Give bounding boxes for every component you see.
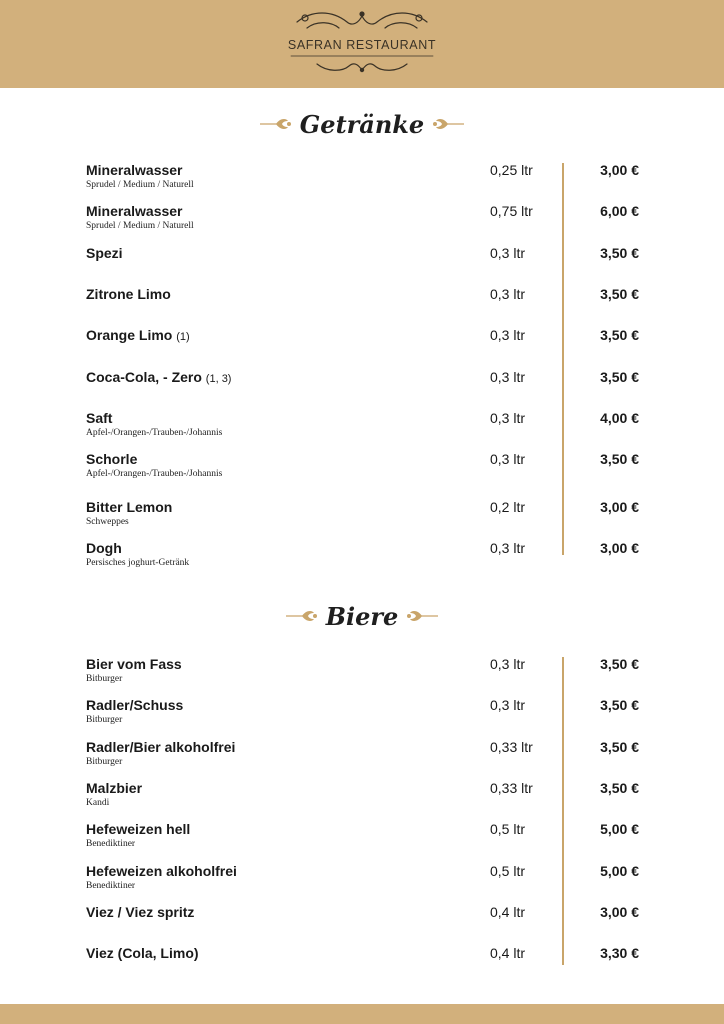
- item-volume: 0,4 ltr: [490, 904, 526, 920]
- item-price: 6,00 €: [600, 203, 639, 219]
- menu-item: [0, 162, 724, 202]
- item-volume: 0,3 ltr: [490, 410, 526, 426]
- item-volume: 0,33 ltr: [490, 739, 533, 755]
- section-title-biere: [0, 600, 724, 631]
- item-allergen-note: (1, 3): [205, 373, 232, 385]
- menu-item: [0, 499, 724, 539]
- item-name: Zitrone Limo: [86, 286, 171, 302]
- item-desc: Bitburger: [86, 757, 123, 767]
- menu-item: [0, 697, 724, 737]
- section-title-getraenke: [0, 108, 724, 139]
- fleuron-right-icon: [432, 117, 466, 131]
- item-volume: 0,33 ltr: [490, 780, 533, 796]
- item-volume: 0,3 ltr: [490, 369, 526, 385]
- item-name: Mineralwasser: [86, 162, 183, 178]
- fleuron-left-icon: [284, 609, 318, 623]
- menu-item: [0, 369, 724, 409]
- fleuron-left-icon: [258, 117, 292, 131]
- menu-item: [0, 203, 724, 243]
- item-volume: 0,75 ltr: [490, 203, 533, 219]
- restaurant-name: SAFRAN RESTAURANT: [287, 38, 437, 52]
- menu-item: [0, 821, 724, 861]
- item-price: 3,50 €: [600, 245, 639, 261]
- item-desc: Benediktiner: [86, 839, 136, 849]
- item-price: 5,00 €: [600, 821, 639, 837]
- item-volume: 0,3 ltr: [490, 540, 526, 556]
- item-price: 4,00 €: [600, 410, 639, 426]
- menu-item: [0, 904, 724, 944]
- item-name: Schorle: [86, 451, 138, 467]
- item-desc: Schweppes: [86, 517, 129, 527]
- restaurant-logo: [287, 8, 437, 78]
- item-name: Malzbier: [86, 780, 143, 796]
- menu-item: [0, 656, 724, 696]
- menu-item: [0, 863, 724, 903]
- item-name: Mineralwasser: [86, 203, 183, 219]
- item-name: Hefeweizen hell: [86, 821, 191, 837]
- item-name: Viez / Viez spritz: [86, 904, 195, 920]
- menu-item: [0, 945, 724, 985]
- item-desc: Benediktiner: [86, 881, 136, 891]
- item-price: 3,00 €: [600, 540, 639, 556]
- item-name: Radler/Bier alkoholfrei: [86, 739, 236, 755]
- menu-item: [0, 739, 724, 779]
- item-price: 3,50 €: [600, 780, 639, 796]
- section-title-text: Getränke: [299, 109, 425, 139]
- item-desc: Bitburger: [86, 715, 123, 725]
- item-price: 3,50 €: [600, 451, 639, 467]
- menu-item: [0, 327, 724, 367]
- item-desc: Sprudel / Medium / Naturell: [86, 221, 194, 231]
- item-volume: 0,5 ltr: [490, 821, 526, 837]
- item-price: 3,50 €: [600, 697, 639, 713]
- item-volume: 0,3 ltr: [490, 656, 526, 672]
- item-desc: Kandi: [86, 798, 110, 808]
- menu-item: [0, 245, 724, 285]
- footer-band: [0, 1004, 724, 1024]
- item-price: 3,50 €: [600, 327, 639, 343]
- item-name: Orange Limo (1): [86, 327, 190, 343]
- menu-item: [0, 410, 724, 450]
- section-title-text: Biere: [325, 601, 399, 631]
- item-name: Bier vom Fass: [86, 656, 182, 672]
- item-name: Bitter Lemon: [86, 499, 173, 515]
- item-desc: Persisches joghurt-Getränk: [86, 558, 190, 568]
- item-name: Viez (Cola, Limo): [86, 945, 199, 961]
- item-price: 3,50 €: [600, 286, 639, 302]
- item-price: 3,50 €: [600, 369, 639, 385]
- item-price: 3,30 €: [600, 945, 639, 961]
- item-name: Radler/Schuss: [86, 697, 184, 713]
- item-price: 3,00 €: [600, 499, 639, 515]
- item-volume: 0,25 ltr: [490, 162, 533, 178]
- item-price: 5,00 €: [600, 863, 639, 879]
- item-volume: 0,3 ltr: [490, 245, 526, 261]
- item-desc: Sprudel / Medium / Naturell: [86, 180, 194, 190]
- item-name: Spezi: [86, 245, 123, 261]
- item-volume: 0,3 ltr: [490, 451, 526, 467]
- item-name: Hefeweizen alkoholfrei: [86, 863, 237, 879]
- item-price: 3,50 €: [600, 656, 639, 672]
- header-band: [0, 0, 724, 88]
- item-volume: 0,4 ltr: [490, 945, 526, 961]
- menu-item: [0, 451, 724, 491]
- item-name: Saft: [86, 410, 113, 426]
- item-desc: Bitburger: [86, 674, 123, 684]
- item-volume: 0,3 ltr: [490, 327, 526, 343]
- item-price: 3,00 €: [600, 162, 639, 178]
- item-desc: Apfel-/Orangen-/Trauben-/Johannis: [86, 428, 223, 438]
- item-name: Dogh: [86, 540, 122, 556]
- item-volume: 0,2 ltr: [490, 499, 526, 515]
- menu-item: [0, 286, 724, 326]
- item-volume: 0,3 ltr: [490, 697, 526, 713]
- fleuron-right-icon: [406, 609, 440, 623]
- item-price: 3,50 €: [600, 739, 639, 755]
- menu-item: [0, 780, 724, 820]
- menu-item: [0, 540, 724, 580]
- item-volume: 0,5 ltr: [490, 863, 526, 879]
- item-desc: Apfel-/Orangen-/Trauben-/Johannis: [86, 469, 223, 479]
- item-volume: 0,3 ltr: [490, 286, 526, 302]
- item-price: 3,00 €: [600, 904, 639, 920]
- item-name: Coca-Cola, - Zero (1, 3): [86, 369, 232, 385]
- item-allergen-note: (1): [176, 331, 190, 343]
